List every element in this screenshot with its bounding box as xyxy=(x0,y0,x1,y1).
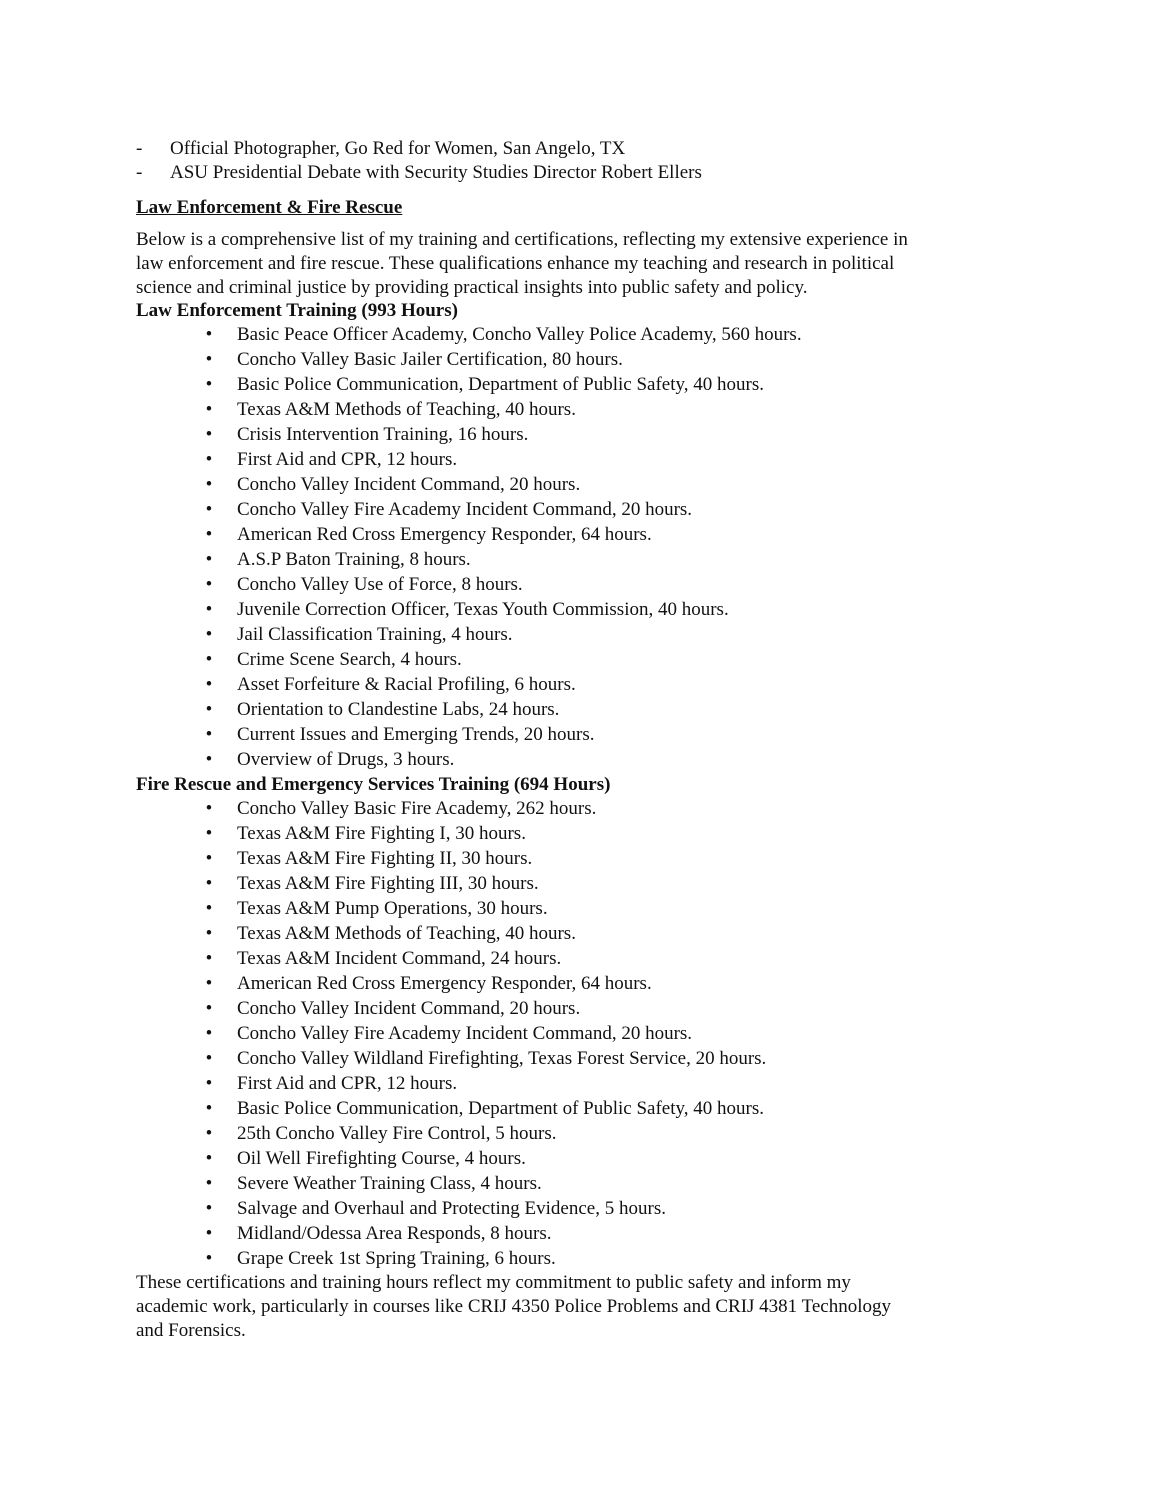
bullet-marker: • xyxy=(205,1248,213,1269)
list-item-text: Basic Peace Officer Academy, Concho Valley Police Academy, 560 hours. xyxy=(237,324,802,345)
closing-paragraph xyxy=(136,1271,986,1343)
closing-line: These certifications and training hours reflect my commitment to public safety and inform my xyxy=(136,1272,851,1293)
section-heading: Law Enforcement & Fire Rescue xyxy=(136,197,403,218)
list-item-text: Texas A&M Fire Fighting III, 30 hours. xyxy=(237,873,539,894)
list-item xyxy=(202,673,1002,698)
list-item-text: Overview of Drugs, 3 hours. xyxy=(237,749,455,770)
list-item-text: Asset Forfeiture & Racial Profiling, 6 hours. xyxy=(237,674,576,695)
list-item-text: Concho Valley Wildland Firefighting, Texas Forest Service, 20 hours. xyxy=(237,1048,767,1069)
bullet-marker: • xyxy=(205,749,213,770)
intro-line: law enforcement and fire rescue. These qualifications enhance my teaching and research in political xyxy=(136,253,895,274)
fire-rescue-heading: Fire Rescue and Emergency Services Training (694 Hours) xyxy=(136,774,611,795)
list-item-text: Grape Creek 1st Spring Training, 6 hours. xyxy=(237,1248,556,1269)
bullet-marker: • xyxy=(205,474,213,495)
list-item xyxy=(202,598,1002,623)
bullet-marker: • xyxy=(205,399,213,420)
bullet-marker: • xyxy=(205,798,213,819)
intro-line: Below is a comprehensive list of my training and certifications, reflecting my extensive experience in xyxy=(136,229,908,250)
list-item xyxy=(202,1072,1002,1097)
bullet-marker: • xyxy=(205,674,213,695)
list-item-text: Texas A&M Methods of Teaching, 40 hours. xyxy=(237,399,576,420)
list-item-text: Orientation to Clandestine Labs, 24 hours. xyxy=(237,699,560,720)
list-item-text: Texas A&M Pump Operations, 30 hours. xyxy=(237,898,548,919)
list-item-text: Texas A&M Incident Command, 24 hours. xyxy=(237,948,562,969)
list-item xyxy=(202,323,1002,348)
list-item xyxy=(202,373,1002,398)
dash-item-text: Official Photographer, Go Red for Women, San Angelo, TX xyxy=(170,138,626,159)
list-item-text: Concho Valley Basic Jailer Certification, 80 hours. xyxy=(237,349,623,370)
list-item-text: Concho Valley Incident Command, 20 hours. xyxy=(237,998,581,1019)
bullet-marker: • xyxy=(205,898,213,919)
list-item-text: Concho Valley Incident Command, 20 hours. xyxy=(237,474,581,495)
list-item-text: Jail Classification Training, 4 hours. xyxy=(237,624,513,645)
list-item xyxy=(202,698,1002,723)
list-item xyxy=(202,748,1002,773)
list-item-text: Current Issues and Emerging Trends, 20 hours. xyxy=(237,724,595,745)
bullet-marker: • xyxy=(205,574,213,595)
law-enforcement-heading: Law Enforcement Training (993 Hours) xyxy=(136,300,458,321)
list-item-text: Concho Valley Fire Academy Incident Command, 20 hours. xyxy=(237,499,693,520)
bullet-marker: • xyxy=(205,649,213,670)
dash-marker: - xyxy=(136,162,143,183)
list-item xyxy=(202,448,1002,473)
bullet-marker: • xyxy=(205,1048,213,1069)
law-enforcement-list xyxy=(202,323,1002,773)
list-item xyxy=(202,1222,1002,1247)
dash-item-text: ASU Presidential Debate with Security Studies Director Robert Ellers xyxy=(170,162,702,183)
list-item-text: Basic Police Communication, Department of Public Safety, 40 hours. xyxy=(237,374,764,395)
list-item xyxy=(202,1097,1002,1122)
bullet-marker: • xyxy=(205,1123,213,1144)
list-item xyxy=(202,498,1002,523)
list-item-text: Basic Police Communication, Department of Public Safety, 40 hours. xyxy=(237,1098,764,1119)
list-item xyxy=(202,423,1002,448)
list-item-text: Salvage and Overhaul and Protecting Evidence, 5 hours. xyxy=(237,1198,666,1219)
intro-paragraph xyxy=(136,228,986,300)
list-item-text: Midland/Odessa Area Responds, 8 hours. xyxy=(237,1223,552,1244)
list-item xyxy=(202,872,1002,897)
list-item-text: First Aid and CPR, 12 hours. xyxy=(237,449,458,470)
list-item xyxy=(202,997,1002,1022)
bullet-marker: • xyxy=(205,973,213,994)
closing-line: and Forensics. xyxy=(136,1320,246,1341)
list-item-text: Texas A&M Fire Fighting I, 30 hours. xyxy=(237,823,526,844)
list-item xyxy=(202,573,1002,598)
list-item-text: American Red Cross Emergency Responder, 64 hours. xyxy=(237,973,652,994)
bullet-marker: • xyxy=(205,848,213,869)
bullet-marker: • xyxy=(205,1073,213,1094)
list-item-text: Severe Weather Training Class, 4 hours. xyxy=(237,1173,542,1194)
bullet-marker: • xyxy=(205,724,213,745)
bullet-marker: • xyxy=(205,699,213,720)
list-item-text: Crisis Intervention Training, 16 hours. xyxy=(237,424,529,445)
list-item-text: Oil Well Firefighting Course, 4 hours. xyxy=(237,1148,526,1169)
list-item xyxy=(202,398,1002,423)
list-item-text: American Red Cross Emergency Responder, 64 hours. xyxy=(237,524,652,545)
list-item-text: First Aid and CPR, 12 hours. xyxy=(237,1073,458,1094)
list-item xyxy=(202,922,1002,947)
list-item-text: 25th Concho Valley Fire Control, 5 hours. xyxy=(237,1123,557,1144)
list-item xyxy=(202,1197,1002,1222)
dash-list-item xyxy=(136,137,1036,161)
activity-dash-list xyxy=(136,137,1036,185)
list-item xyxy=(202,723,1002,748)
list-item xyxy=(202,847,1002,872)
closing-line: academic work, particularly in courses like CRIJ 4350 Police Problems and CRIJ 4381 Technology xyxy=(136,1296,892,1317)
list-item xyxy=(202,1122,1002,1147)
bullet-marker: • xyxy=(205,324,213,345)
bullet-marker: • xyxy=(205,624,213,645)
bullet-marker: • xyxy=(205,499,213,520)
bullet-marker: • xyxy=(205,374,213,395)
list-item xyxy=(202,648,1002,673)
list-item xyxy=(202,797,1002,822)
dash-list-item xyxy=(136,161,1036,185)
bullet-marker: • xyxy=(205,873,213,894)
bullet-marker: • xyxy=(205,823,213,844)
bullet-marker: • xyxy=(205,923,213,944)
list-item-text: Texas A&M Methods of Teaching, 40 hours. xyxy=(237,923,576,944)
bullet-marker: • xyxy=(205,1023,213,1044)
bullet-marker: • xyxy=(205,1223,213,1244)
bullet-marker: • xyxy=(205,549,213,570)
bullet-marker: • xyxy=(205,599,213,620)
bullet-marker: • xyxy=(205,349,213,370)
list-item xyxy=(202,972,1002,997)
bullet-marker: • xyxy=(205,424,213,445)
bullet-marker: • xyxy=(205,948,213,969)
list-item xyxy=(202,1047,1002,1072)
list-item xyxy=(202,1172,1002,1197)
list-item xyxy=(202,947,1002,972)
intro-line: science and criminal justice by providing practical insights into public safety and policy. xyxy=(136,277,808,298)
list-item xyxy=(202,1147,1002,1172)
fire-rescue-list xyxy=(202,797,1002,1272)
list-item xyxy=(202,897,1002,922)
list-item xyxy=(202,548,1002,573)
list-item-text: Crime Scene Search, 4 hours. xyxy=(237,649,462,670)
list-item xyxy=(202,473,1002,498)
bullet-marker: • xyxy=(205,998,213,1019)
bullet-marker: • xyxy=(205,1098,213,1119)
list-item xyxy=(202,822,1002,847)
bullet-marker: • xyxy=(205,1148,213,1169)
list-item xyxy=(202,623,1002,648)
list-item-text: Concho Valley Basic Fire Academy, 262 hours. xyxy=(237,798,597,819)
list-item-text: Concho Valley Fire Academy Incident Command, 20 hours. xyxy=(237,1023,693,1044)
list-item-text: Juvenile Correction Officer, Texas Youth Commission, 40 hours. xyxy=(237,599,729,620)
bullet-marker: • xyxy=(205,449,213,470)
list-item-text: Texas A&M Fire Fighting II, 30 hours. xyxy=(237,848,533,869)
list-item xyxy=(202,523,1002,548)
list-item xyxy=(202,348,1002,373)
list-item-text: A.S.P Baton Training, 8 hours. xyxy=(237,549,471,570)
list-item xyxy=(202,1247,1002,1272)
bullet-marker: • xyxy=(205,1198,213,1219)
dash-marker: - xyxy=(136,138,143,159)
list-item xyxy=(202,1022,1002,1047)
bullet-marker: • xyxy=(205,524,213,545)
bullet-marker: • xyxy=(205,1173,213,1194)
list-item-text: Concho Valley Use of Force, 8 hours. xyxy=(237,574,523,595)
